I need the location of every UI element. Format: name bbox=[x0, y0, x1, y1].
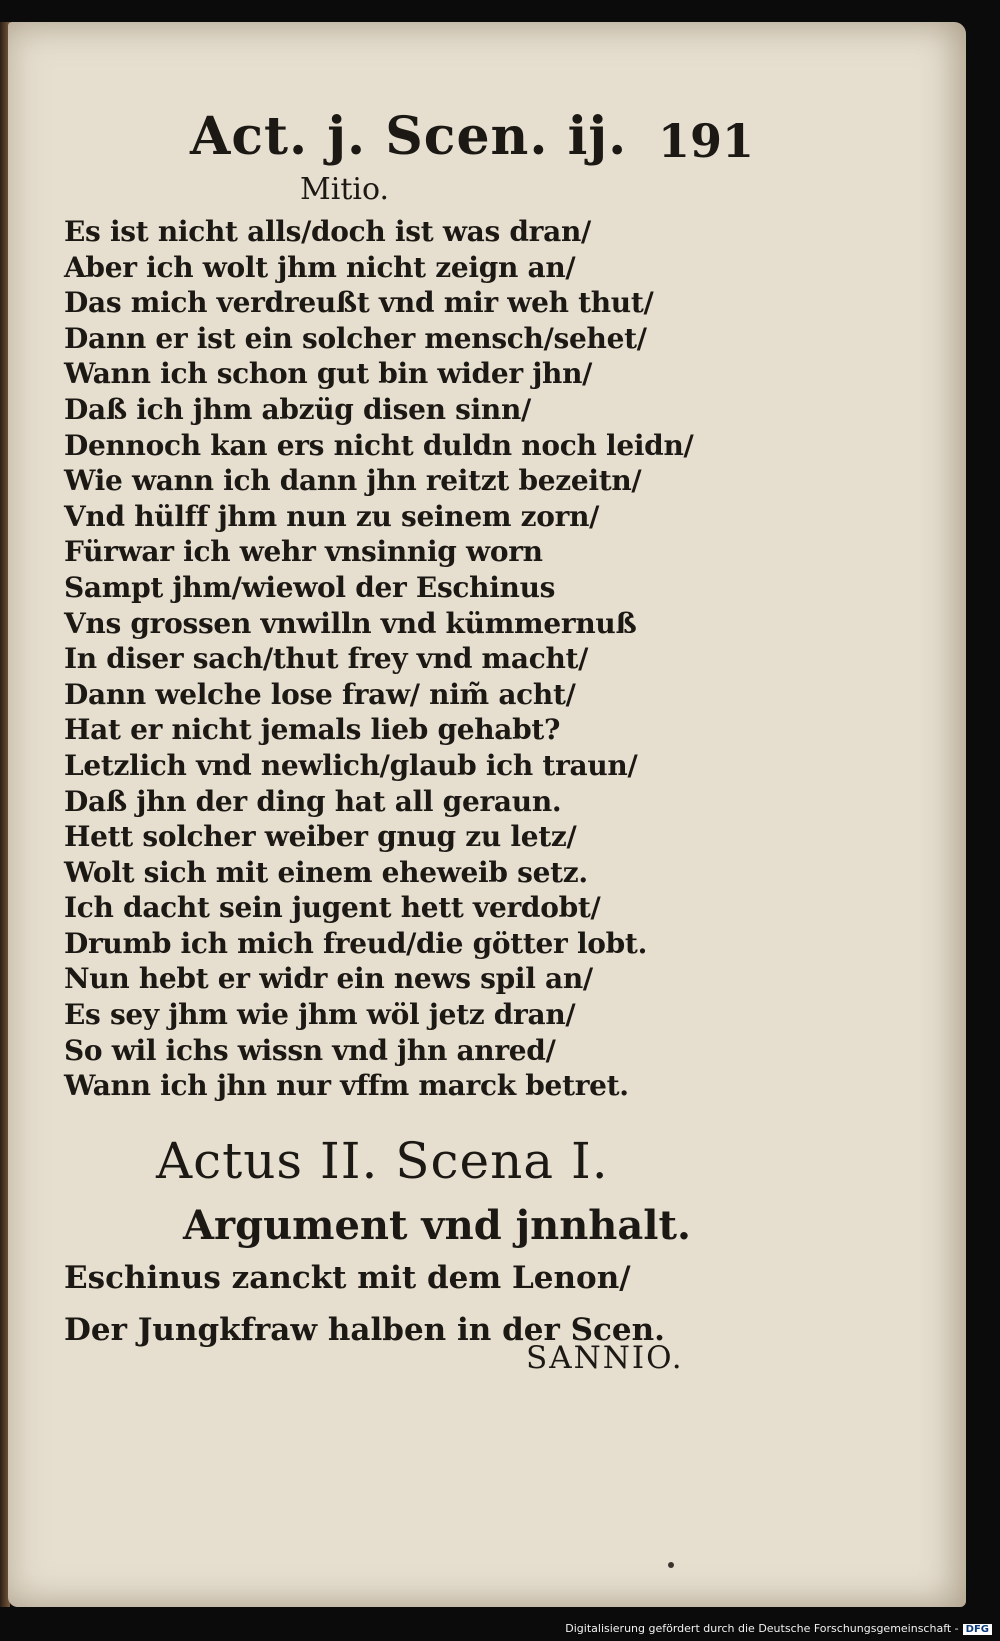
book-page bbox=[8, 22, 966, 1607]
verse-line: Vnd hülff jhm nun zu seinem zorn/ bbox=[64, 499, 600, 533]
verse-line: Dann welche lose fraw/ nim̃ acht/ bbox=[64, 677, 576, 711]
verse-line: Vns grossen vnwilln vnd kümmernuß bbox=[64, 606, 637, 640]
verse-line: So wil ichs wissn vnd jhn anred/ bbox=[64, 1033, 556, 1067]
digitization-credit bbox=[565, 1622, 992, 1635]
verse-line: Aber ich wolt jhm nicht zeign an/ bbox=[64, 250, 576, 284]
dfg-logo: DFG bbox=[963, 1624, 992, 1635]
verse-line: Nun hebt er widr ein news spil an/ bbox=[64, 962, 593, 996]
verse-line: Das mich verdreußt vnd mir weh thut/ bbox=[64, 286, 654, 320]
act-heading: Actus II. Scena I. bbox=[156, 1132, 609, 1190]
verse-line: Es ist nicht alls/doch ist was dran/ bbox=[64, 215, 591, 248]
speaker-name: Mitio. bbox=[300, 172, 390, 207]
verse-line: Wann ich schon gut bin wider jhn/ bbox=[64, 357, 593, 391]
credit-text: Digitalisierung gefördert durch die Deutsche Forschungsgemeinschaft - bbox=[565, 1622, 959, 1635]
verse-line: Fürwar ich wehr vnsinnig worn bbox=[64, 535, 543, 569]
argument-line: Der Jungkfraw halben in der Scen. bbox=[64, 1312, 665, 1348]
verse-line: Wolt sich mit einem eheweib setz. bbox=[64, 855, 588, 889]
verse-line: Letzlich vnd newlich/glaub ich traun/ bbox=[64, 748, 638, 782]
verse-line: Sampt jhm/wiewol der Eschinus bbox=[64, 570, 556, 604]
verse-line: Wann ich jhn nur vffm marck betret. bbox=[64, 1069, 629, 1103]
verse-line: Dann er ist ein solcher mensch/sehet/ bbox=[64, 321, 647, 355]
argument-line: Eschinus zanckt mit dem Lenon/ bbox=[64, 1260, 631, 1296]
verse-line: Ich dacht sein jugent hett verdobt/ bbox=[64, 891, 601, 925]
argument-title: Argument vnd jnnhalt. bbox=[183, 1202, 691, 1249]
verse-line: Daß jhn der ding hat all geraun. bbox=[64, 784, 562, 818]
verse-line: Drumb ich mich freud/die götter lobt. bbox=[64, 926, 648, 960]
verse-block bbox=[64, 214, 694, 1104]
running-head: Act. j. Scen. ij. bbox=[190, 106, 628, 167]
verse-line: Es sey jhm wie jhm wöl jetz dran/ bbox=[64, 998, 576, 1032]
verse-line: Hat er nicht jemals lieb gehabt? bbox=[64, 713, 561, 747]
ink-dot bbox=[668, 1562, 674, 1568]
verse-line: Hett solcher weiber gnug zu letz/ bbox=[64, 820, 577, 854]
verse-line: Daß ich jhm abzüg disen sinn/ bbox=[64, 392, 531, 426]
catchword: SANNIO. bbox=[526, 1340, 684, 1376]
verse-line: Wie wann ich dann jhn reitzt bezeitn/ bbox=[64, 464, 642, 498]
verse-line: Dennoch kan ers nicht duldn noch leidn/ bbox=[64, 428, 694, 462]
verse-line: In diser sach/thut frey vnd macht/ bbox=[64, 642, 589, 676]
page-number: 191 bbox=[658, 114, 755, 168]
